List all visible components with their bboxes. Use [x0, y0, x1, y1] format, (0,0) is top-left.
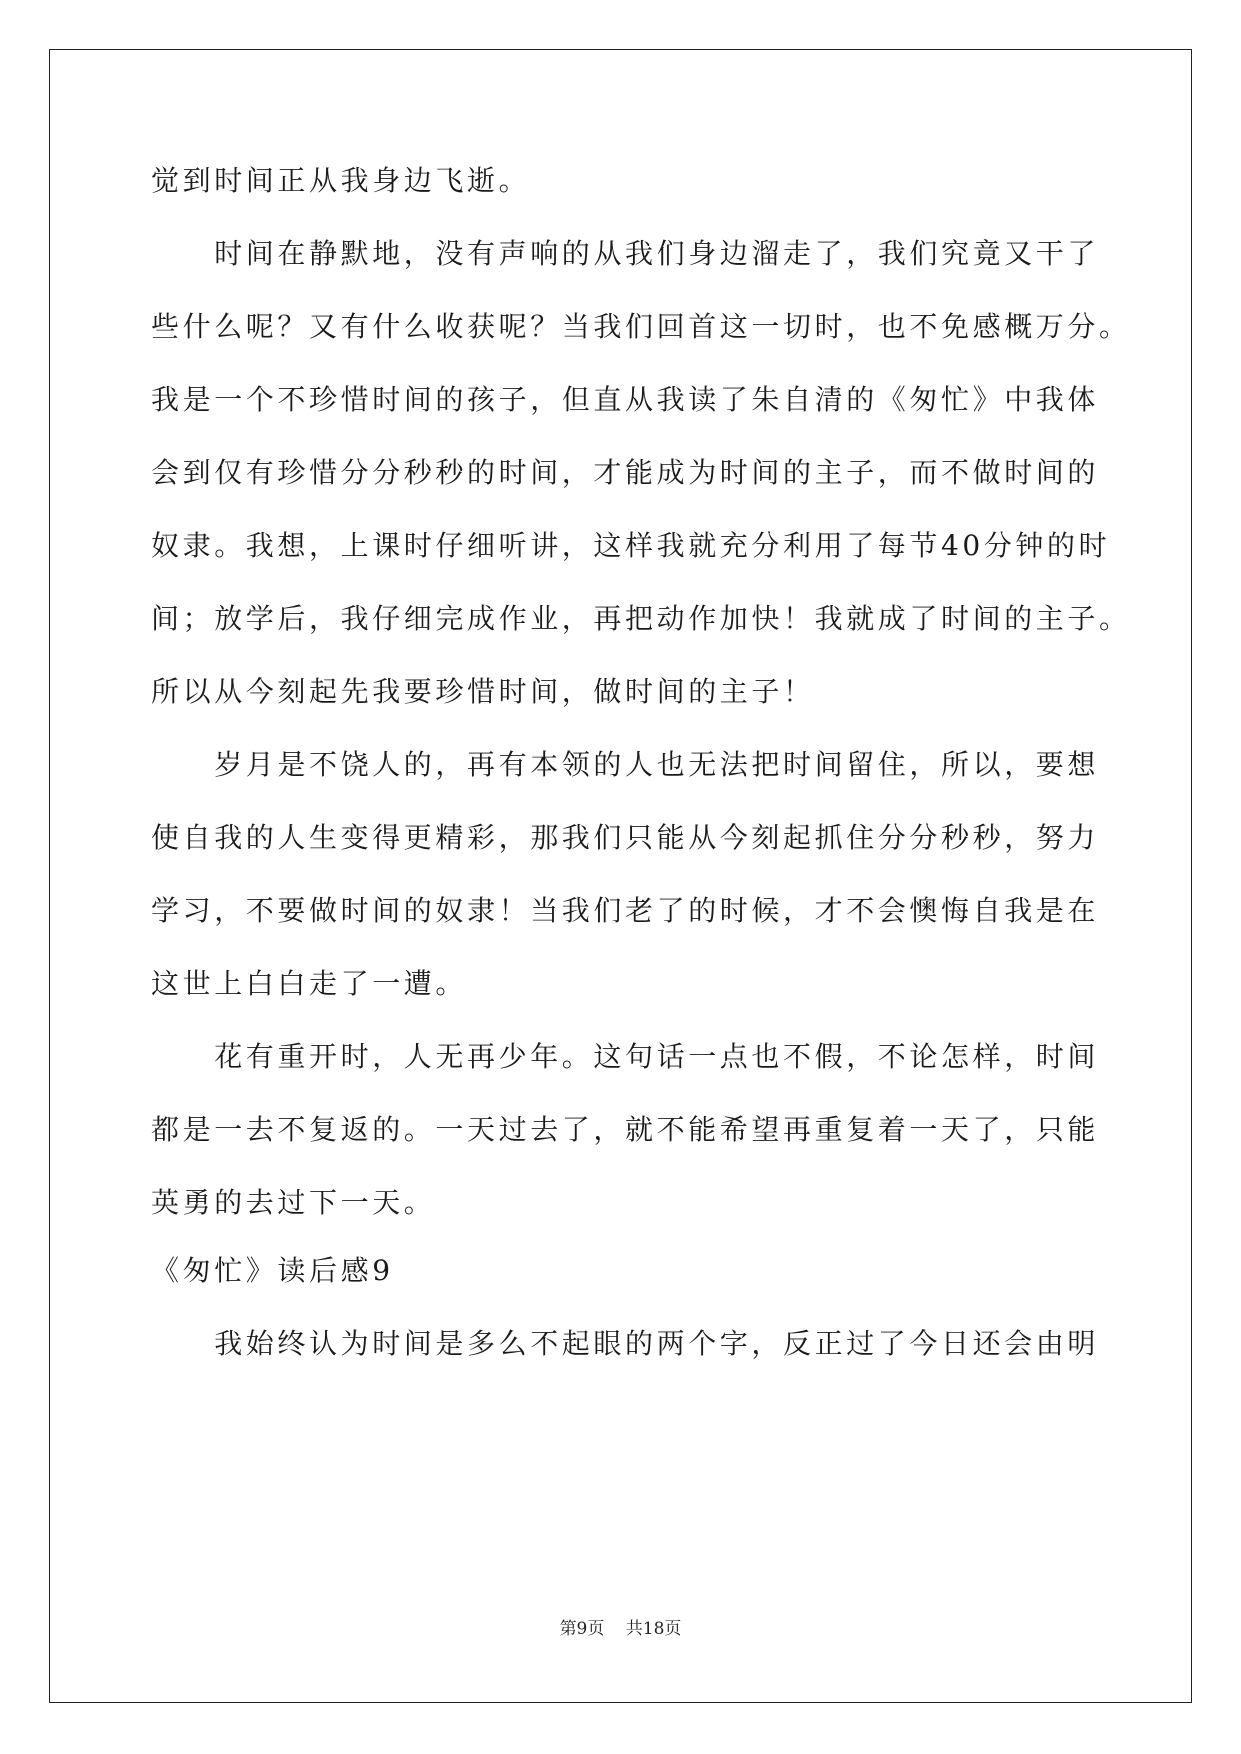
- text-line: 使自我的人生变得更精彩，那我们只能从今刻起抓住分分秒秒，努力: [151, 821, 1100, 854]
- text-line: 英勇的去过下一天。: [151, 1186, 436, 1219]
- text-line: 些什么呢？又有什么收获呢？当我们回首这一切时，也不免感概万分。: [151, 310, 1131, 343]
- text-line: 会到仅有珍惜分分秒秒的时间，才能成为时间的主子，而不做时间的: [151, 456, 1100, 489]
- text-line: 都是一去不复返的。一天过去了，就不能希望再重复着一天了，只能: [151, 1113, 1100, 1146]
- section-heading: 《匆忙》读后感9: [151, 1254, 394, 1287]
- text-line: 我始终认为时间是多么不起眼的两个字，反正过了今日还会由明: [151, 1327, 1100, 1360]
- page-number: 第9页: [559, 1619, 605, 1639]
- text-line: 觉到时间正从我身边飞逝。: [151, 164, 531, 197]
- text-line: 所以从今刻起先我要珍惜时间，做时间的主子！: [151, 675, 815, 708]
- text-line: 花有重开时，人无再少年。这句话一点也不假，不论怎样，时间: [151, 1040, 1100, 1073]
- text-line: 岁月是不饶人的，再有本领的人也无法把时间留住，所以，要想: [151, 748, 1100, 781]
- text-line: 间；放学后，我仔细完成作业，再把动作加快！我就成了时间的主子。: [151, 602, 1131, 635]
- text-line: 这世上白白走了一遭。: [151, 967, 468, 1000]
- text-line: 时间在静默地，没有声响的从我们身边溜走了，我们究竟又干了: [151, 237, 1100, 270]
- page-footer: [0, 1614, 1241, 1639]
- text-line: 奴隶。我想，上课时仔细听讲，这样我就充分利用了每节40分钟的时: [151, 529, 1111, 562]
- text-line: 我是一个不珍惜时间的孩子，但直从我读了朱自清的《匆忙》中我体: [151, 383, 1100, 416]
- page-border: [49, 49, 1192, 1703]
- page-total: 共18页: [625, 1619, 682, 1639]
- text-line: 学习，不要做时间的奴隶！当我们老了的时候，才不会懊悔自我是在: [151, 894, 1100, 927]
